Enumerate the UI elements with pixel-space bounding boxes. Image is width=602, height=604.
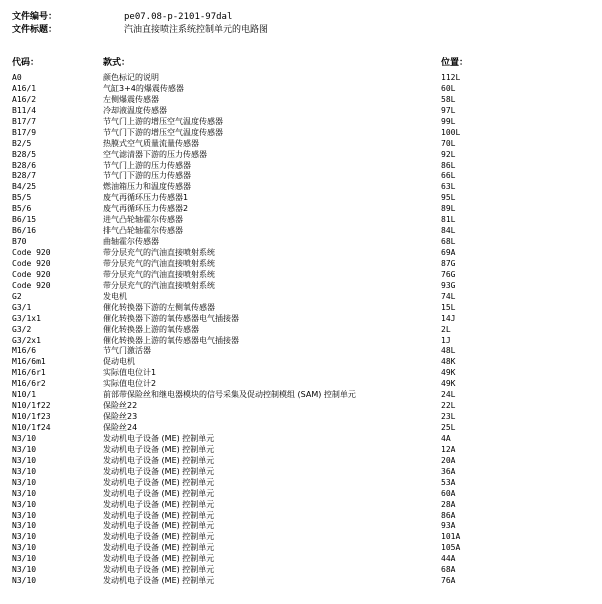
component-row [0, 117, 602, 128]
component-row [0, 95, 602, 106]
component-row [0, 182, 602, 193]
component-code: N3/10 [12, 554, 37, 564]
component-position: 20A [441, 455, 456, 465]
component-row [0, 500, 602, 511]
component-name: 催化转换器下游的氧传感器电气插接器 [103, 313, 239, 323]
component-row [0, 434, 602, 445]
component-position: 86L [441, 160, 456, 170]
component-code: B5/6 [12, 204, 32, 214]
component-name: 带分层充气的汽油直接喷射系统 [103, 269, 215, 279]
component-position: 28A [441, 499, 456, 509]
component-row [0, 281, 602, 292]
component-name: 带分层充气的汽油直接喷射系统 [103, 280, 215, 290]
component-code: B6/15 [12, 215, 37, 225]
component-position: 1J [441, 335, 451, 345]
component-code: B17/7 [12, 116, 37, 126]
component-row [0, 412, 602, 423]
doc-title-label: 文件标题： [12, 25, 58, 35]
component-row [0, 150, 602, 161]
component-row [0, 139, 602, 150]
component-row [0, 106, 602, 117]
component-position: 24L [441, 390, 456, 400]
component-position: 93A [441, 521, 456, 531]
component-row [0, 401, 602, 412]
component-name: 发动机电子设备 (ME) 控制单元 [103, 455, 215, 465]
component-position: 93G [441, 280, 456, 290]
component-name: 促动电机 [103, 357, 135, 367]
component-position: 89L [441, 204, 456, 214]
component-position: 101A [441, 532, 461, 542]
component-name: 发电机 [103, 291, 127, 301]
component-row [0, 292, 602, 303]
component-position: 2L [441, 324, 451, 334]
component-name: 节气门下游的压力传感器 [103, 171, 191, 181]
component-position: 81L [441, 215, 456, 225]
component-name: 发动机电子设备 (ME) 控制单元 [103, 521, 215, 531]
component-name: 发动机电子设备 (ME) 控制单元 [103, 543, 215, 553]
component-row [0, 543, 602, 554]
component-code: M16/6r1 [12, 368, 46, 378]
component-name: 废气再循环压力传感器2 [103, 204, 189, 214]
component-row [0, 521, 602, 532]
component-name: 催化转换器下游的左侧氧传感器 [103, 302, 215, 312]
component-row [0, 171, 602, 182]
component-position: 44A [441, 554, 456, 564]
component-code: A16/1 [12, 83, 37, 93]
doc-number-label: 文件编号： [12, 12, 58, 22]
component-name: 热膜式空气质量流量传感器 [103, 138, 199, 148]
component-row [0, 456, 602, 467]
component-position: 60A [441, 488, 456, 498]
component-code: N3/10 [12, 444, 37, 454]
doc-title-value: 汽油直接喷注系统控制单元的电路图 [124, 25, 269, 35]
component-code: B28/5 [12, 149, 37, 159]
component-name: 颜色标记的说明 [103, 73, 159, 82]
component-name: 发动机电子设备 (ME) 控制单元 [103, 477, 215, 487]
component-name: 保险丝22 [103, 401, 138, 411]
component-code: A0 [12, 73, 22, 82]
component-name: 废气再循环压力传感器1 [103, 193, 189, 203]
component-name: 实际值电位计1 [103, 368, 157, 378]
component-code: B4/25 [12, 182, 37, 192]
component-name: 冷却液温度传感器 [103, 105, 167, 115]
component-position: 25L [441, 423, 456, 432]
component-name: 发动机电子设备 (ME) 控制单元 [103, 466, 215, 476]
component-row [0, 467, 602, 478]
component-code: M16/6r2 [12, 379, 46, 389]
column-header-row [0, 55, 602, 67]
component-position: 4A [441, 433, 451, 443]
component-row [0, 336, 602, 347]
component-code: N10/1 [12, 390, 37, 400]
component-code: B5/5 [12, 193, 32, 203]
component-name: 燃油箱压力和温度传感器 [103, 182, 191, 192]
component-row [0, 314, 602, 325]
component-code: N3/10 [12, 499, 37, 509]
component-row [0, 226, 602, 237]
component-code: N3/10 [12, 466, 37, 476]
component-code: N3/10 [12, 433, 37, 443]
component-row [0, 554, 602, 565]
doc-title-line [0, 24, 602, 36]
component-position: 68L [441, 237, 456, 247]
component-row [0, 423, 602, 434]
component-name: 发动机电子设备 (ME) 控制单元 [103, 565, 215, 575]
component-code: A16/2 [12, 94, 37, 104]
component-position: 86A [441, 510, 456, 520]
component-name: 发动机电子设备 (ME) 控制单元 [103, 532, 215, 542]
component-position: 22L [441, 401, 456, 411]
component-name: 保险丝23 [103, 412, 138, 422]
component-name: 带分层充气的汽油直接喷射系统 [103, 258, 215, 268]
component-name: 节气门下游的增压空气温度传感器 [103, 127, 223, 137]
component-row [0, 576, 602, 587]
component-code: G3/2 [12, 324, 32, 334]
component-code: Code 920 [12, 269, 51, 279]
component-code: B28/6 [12, 160, 37, 170]
doc-number-value: pe07.08-p-2101-97dal [124, 12, 233, 22]
component-name: 左侧爆震传感器 [103, 94, 159, 104]
component-code: Code 920 [12, 258, 51, 268]
component-position: 48L [441, 346, 456, 356]
component-code: G2 [12, 291, 22, 301]
component-position: 97L [441, 105, 456, 115]
component-position: 69A [441, 248, 456, 257]
position-column-header: 位置： [441, 58, 469, 68]
component-name: 发动机电子设备 (ME) 控制单元 [103, 554, 215, 564]
component-row [0, 357, 602, 368]
component-code: Code 920 [12, 248, 51, 257]
component-row [0, 128, 602, 139]
component-name: 发动机电子设备 (ME) 控制单元 [103, 488, 215, 498]
component-row [0, 248, 602, 259]
component-position: 63L [441, 182, 456, 192]
component-row [0, 303, 602, 314]
component-name: 节气门激活器 [103, 346, 151, 356]
component-name: 前部带保险丝和继电器模块的信号采集及促动控制模组 (SAM) 控制单元 [103, 390, 356, 400]
component-name: 催化转换器上游的氧传感器电气插接器 [103, 335, 239, 345]
component-position: 66L [441, 171, 456, 181]
component-position: 100L [441, 127, 461, 137]
component-code: N3/10 [12, 543, 37, 553]
component-row [0, 161, 602, 172]
component-name: 带分层充气的汽油直接喷射系统 [103, 248, 215, 257]
component-code: M16/6m1 [12, 357, 46, 367]
component-position: 87G [441, 258, 456, 268]
component-position: 84L [441, 226, 456, 236]
component-code: B6/16 [12, 226, 37, 236]
component-row [0, 368, 602, 379]
component-name: 空气滤清器下游的压力传感器 [103, 149, 207, 159]
component-row [0, 565, 602, 576]
component-row [0, 511, 602, 522]
component-name: 节气门上游的增压空气温度传感器 [103, 116, 223, 126]
component-code: G3/1x1 [12, 313, 41, 323]
component-name: 排气凸轮轴霍尔传感器 [103, 226, 183, 236]
component-row [0, 73, 602, 84]
component-code: B2/5 [12, 138, 32, 148]
component-code: N10/1f22 [12, 401, 51, 411]
component-code: N3/10 [12, 532, 37, 542]
component-position: 74L [441, 291, 456, 301]
component-name: 实际值电位计2 [103, 379, 157, 389]
component-position: 15L [441, 302, 456, 312]
component-code: N3/10 [12, 455, 37, 465]
component-row [0, 204, 602, 215]
component-position: 58L [441, 94, 456, 104]
component-code: N10/1f24 [12, 423, 51, 432]
component-code: B70 [12, 237, 27, 247]
component-name: 发动机电子设备 (ME) 控制单元 [103, 433, 215, 443]
component-name: 节气门上游的压力传感器 [103, 160, 191, 170]
component-position: 48K [441, 357, 456, 367]
component-position: 112L [441, 73, 461, 82]
component-name: 保险丝24 [103, 423, 138, 432]
component-name: 曲轴霍尔传感器 [103, 237, 159, 247]
component-code: N3/10 [12, 510, 37, 520]
component-code: N3/10 [12, 488, 37, 498]
component-code: N3/10 [12, 521, 37, 531]
component-position: 49K [441, 368, 456, 378]
component-position: 53A [441, 477, 456, 487]
component-position: 76G [441, 269, 456, 279]
component-row [0, 346, 602, 357]
component-position: 95L [441, 193, 456, 203]
component-name: 进气凸轮轴霍尔传感器 [103, 215, 183, 225]
component-name: 气缸3+4的爆震传感器 [103, 83, 184, 93]
component-position: 76A [441, 576, 456, 586]
component-row [0, 445, 602, 456]
component-row [0, 478, 602, 489]
component-row [0, 84, 602, 95]
component-name: 发动机电子设备 (ME) 控制单元 [103, 576, 215, 586]
component-position: 23L [441, 412, 456, 422]
component-code: N3/10 [12, 477, 37, 487]
name-column-header: 款式： [103, 58, 131, 68]
component-row [0, 270, 602, 281]
component-name: 催化转换器上游的氧传感器 [103, 324, 199, 334]
component-position: 36A [441, 466, 456, 476]
component-position: 99L [441, 116, 456, 126]
component-position: 49K [441, 379, 456, 389]
component-code: B17/9 [12, 127, 37, 137]
component-row [0, 325, 602, 336]
component-code: B11/4 [12, 105, 37, 115]
component-position: 68A [441, 565, 456, 575]
component-row [0, 532, 602, 543]
component-code: G3/1 [12, 302, 32, 312]
component-name: 发动机电子设备 (ME) 控制单元 [103, 444, 215, 454]
code-column-header: 代码： [12, 58, 40, 68]
component-position: 105A [441, 543, 461, 553]
component-row [0, 237, 602, 248]
component-code: N3/10 [12, 576, 37, 586]
component-position: 60L [441, 83, 456, 93]
component-position: 70L [441, 138, 456, 148]
component-name: 发动机电子设备 (ME) 控制单元 [103, 510, 215, 520]
component-code: Code 920 [12, 280, 51, 290]
doc-number-line [0, 11, 602, 23]
component-position: 12A [441, 444, 456, 454]
component-row [0, 215, 602, 226]
component-code: G3/2x1 [12, 335, 41, 345]
component-name: 发动机电子设备 (ME) 控制单元 [103, 499, 215, 509]
component-row [0, 193, 602, 204]
component-row [0, 390, 602, 401]
component-row [0, 489, 602, 500]
component-code: N10/1f23 [12, 412, 51, 422]
component-code: M16/6 [12, 346, 37, 356]
component-row [0, 379, 602, 390]
component-row [0, 259, 602, 270]
component-list [0, 73, 602, 587]
component-code: B28/7 [12, 171, 37, 181]
component-position: 92L [441, 149, 456, 159]
component-position: 14J [441, 313, 456, 323]
component-code: N3/10 [12, 565, 37, 575]
